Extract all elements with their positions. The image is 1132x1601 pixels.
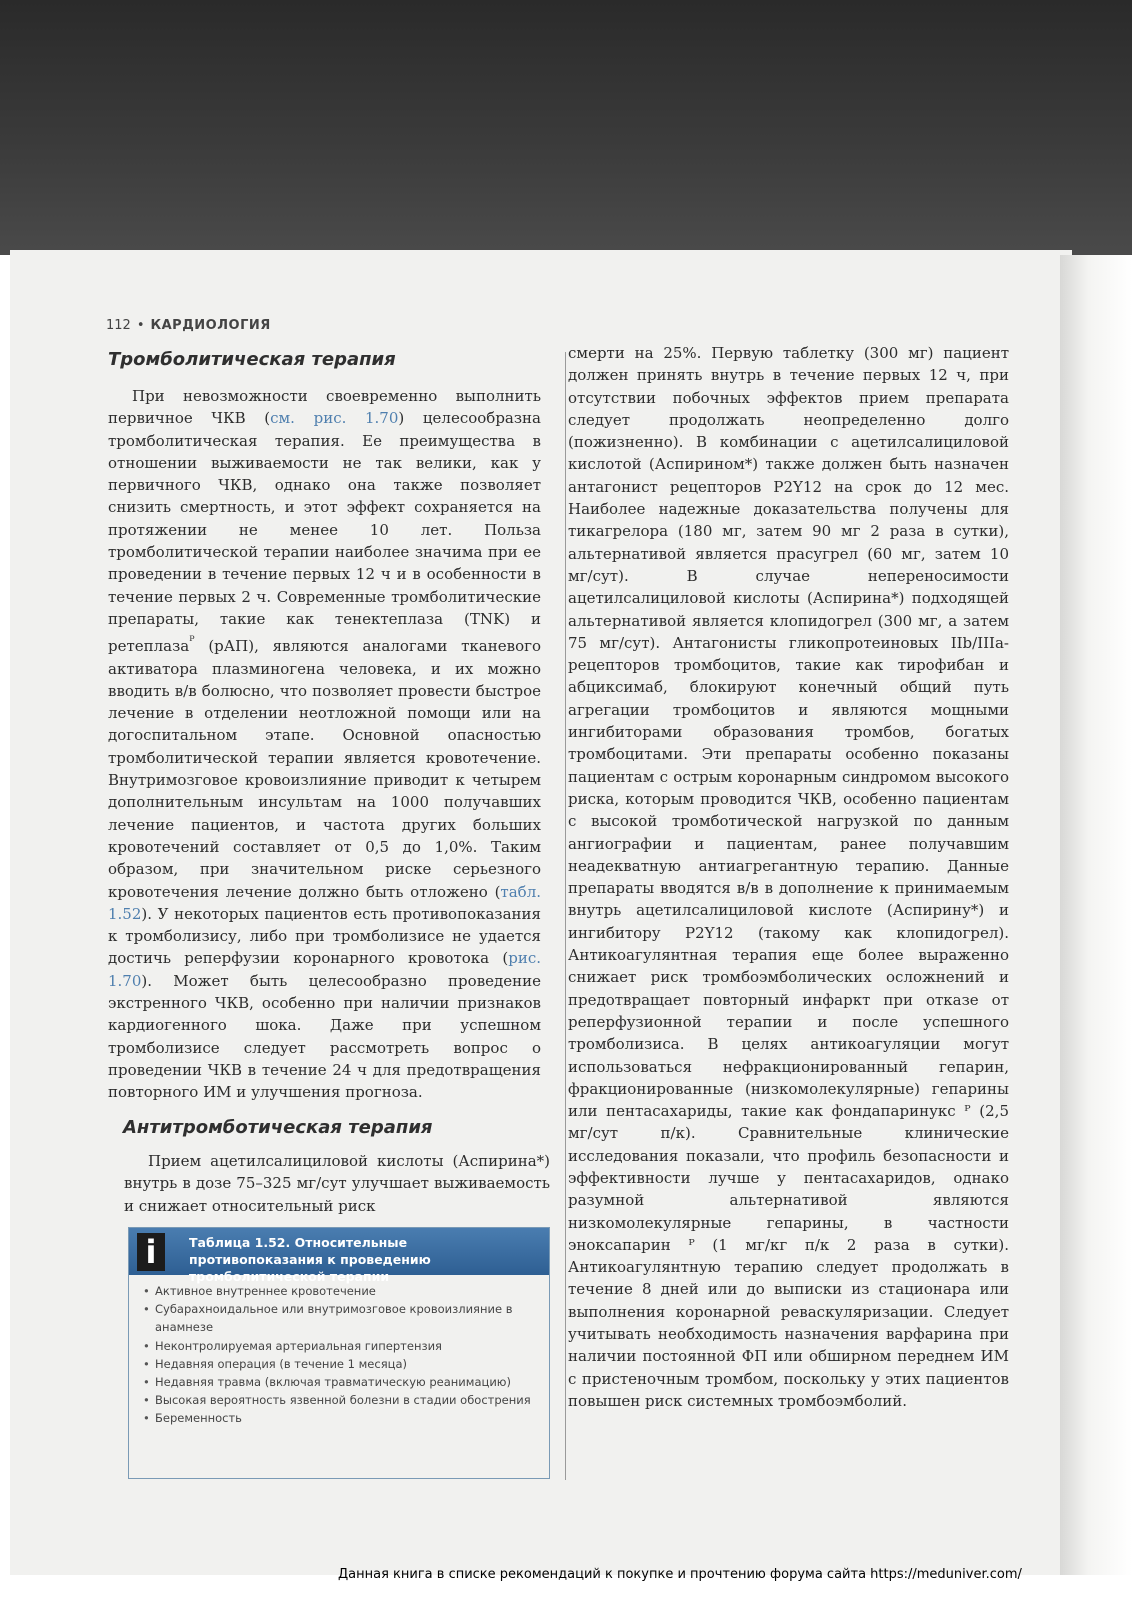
table-header (129, 1228, 549, 1284)
paragraph-aspirin: Прием ацетилсалициловой кислоты (Аспирина*) внутрь в дозе 75–325 мг/сут улучшает выживаемость и снижает относительный риск (124, 1152, 550, 1215)
running-header (106, 318, 271, 333)
contraindications-list (129, 1275, 549, 1428)
column-left-top (108, 385, 541, 1104)
list-item: • Высокая вероятность язвенной болезни в стадии обострения (143, 1391, 541, 1409)
footer-watermark: Данная книга в списке рекомендаций к покупке и прочтению форума сайта https://meduniver.com/ (338, 1567, 1022, 1582)
list-item: • Активное внутреннее кровотечение (143, 1282, 541, 1300)
table-1-52-box (128, 1227, 550, 1479)
section-title: КАРДИОЛОГИЯ (150, 318, 271, 333)
table-reference-link[interactable]: табл. 1.52 (108, 882, 541, 923)
figure-reference-link[interactable]: см. рис. 1.70 (270, 409, 399, 428)
list-item: • Недавняя травма (включая травматическую реанимацию) (143, 1373, 541, 1391)
scan-dark-background (0, 0, 1132, 255)
marker-symbol: ᴾ (189, 633, 195, 649)
column-left-bottom (124, 1150, 550, 1217)
page-number: 112 (106, 318, 131, 333)
info-icon: i (137, 1233, 165, 1271)
list-item: • Субарахноидальное или внутримозговое кровоизлияние в анамнезе (143, 1300, 541, 1336)
column-right (568, 342, 1009, 1412)
list-item: • Недавняя операция (в течение 1 месяца) (143, 1355, 541, 1373)
list-item: • Неконтролируемая артериальная гипертензия (143, 1337, 541, 1355)
heading-antithrombotic-therapy: Антитромботическая терапия (123, 1117, 433, 1138)
paragraph-thrombolytic: При невозможности своевременно выполнить первичное ЧКВ (см. рис. 1.70) целесообразна тромболитическая терапия. Ее преимущества в отношении выживаемости не так велики, как у первичного ЧКВ, однако она также позволяет снизить смертность, и этот эффект сохраняется на протяжении не менее 10 лет. Польза тромболитической терапии наиболее значима при ее проведении в течение первых 12 ч и в особенности в течение первых 2 ч. Современные тромболитические препараты, такие как тенектеплаза (TNK) и ретеплаза$^ᴾ$ (рАП), являются аналогами тканевого активатора плазминогена человека, и их можно вводить в/в болюсно, что позволяет провести быстрое лечение в отделении неотложной помощи или на догоспитальном этапе. Основной опасностью тромболитической терапии является кровотечение. Внутримозговое кровоизлияние приводит к четырем дополнительным инсультам на 1000 получавших лечение пациентов, и частота других больших кровотечений составляет от 0,5 до 1,0%. Таким образом, при значительном риске серьезного кровотечения лечение должно быть отложено (табл. 1.52). У некоторых пациентов есть противопоказания к тромболизису, либо при тромболизисе не удается достичь реперфузии коронарного кровотока (рис. 1.70). Может быть целесообразно проведение экстренного ЧКВ, особенно при наличии признаков кардиогенного шока. Даже при успешном тромболизисе следует рассмотреть вопрос о проведении ЧКВ в течение 24 ч для предотвращения повторного ИМ и улучшения прогноза. (108, 387, 541, 1102)
table-title: Таблица 1.52. Относительные противопоказания к проведению тромболитической терапии (189, 1235, 431, 1284)
figure-reference-link[interactable]: рис. 1.70 (108, 949, 541, 990)
paragraph-right-column: смерти на 25%. Первую таблетку (300 мг) пациент должен принять внутрь в течение первых 12 ч, при отсутствии побочных эффектов прием препарата следует продолжать неопределенно долго (пожизненно). В комбинации с ацетилсалициловой кислотой (Аспирином*) также должен быть назначен антагонист рецепторов P2Y12 на срок до 12 мес. Наиболее надежные доказательства получены для тикагрелора (180 мг, затем 90 мг 2 раза в сутки), альтернативой является прасугрел (60 мг, затем 10 мг/сут). В случае непереносимости ацетилсалициловой кислоты (Аспирина*) подходящей альтернативой является клопидогрел (300 мг, а затем 75 мг/сут). Антагонисты гликопротеиновых IIb/IIIa-рецепторов тромбоцитов, такие как тирофибан и абциксимаб, блокируют конечный общий путь агрегации тромбоцитов и являются мощными ингибиторами образования тромбов, богатых тромбоцитами. Эти препараты особенно показаны пациентам с острым коронарным синдромом высокого риска, которым проводится ЧКВ, особенно пациентам с высокой тромботической нагрузкой по данным ангиографии и пациентам, ранее получавшим неадекватную антиагрегантную терапию. Данные препараты вводятся в/в в дополнение к принимаемым внутрь ацетилсалициловой кислоте (Аспирину*) и ингибитору P2Y12 (такому как клопидогрел). Антикоагулянтная терапия еще более выраженно снижает риск тромбоэмболических осложнений и предотвращает повторный инфаркт при отказе от реперфузионной терапии и после успешного тромболизиса. В целях антикоагуляции могут использоваться нефракционированный гепарин, фракционированные (низкомолекулярные) гепарины или пентасахариды, такие как фондапаринукс ᴾ (2,5 мг/сут п/к). Сравнительные клинические исследования показали, что профиль безопасности и эффективности лучше у пентасахаридов, однако разумной альтернативой являются низкомолекулярные гепарины, в частности эноксапарин ᴾ (1 мг/кг п/к 2 раза в сутки). Антикоагулянтную терапию следует продолжать в течение 8 дней или до выписки из стационара или выполнения коронарной реваскуляризации. Следует учитывать необходимость назначения варфарина при наличии постоянной ФП или обширном переднем ИМ с пристеночным тромбом, поскольку у этих пациентов повышен риск системных тромбоэмболий. (568, 344, 1009, 1410)
header-bullet: • (136, 318, 145, 333)
page-fold-edge (1060, 255, 1132, 1575)
list-item: • Беременность (143, 1409, 541, 1427)
column-divider (565, 352, 566, 1480)
heading-thrombolytic-therapy: Тромболитическая терапия (108, 349, 396, 370)
